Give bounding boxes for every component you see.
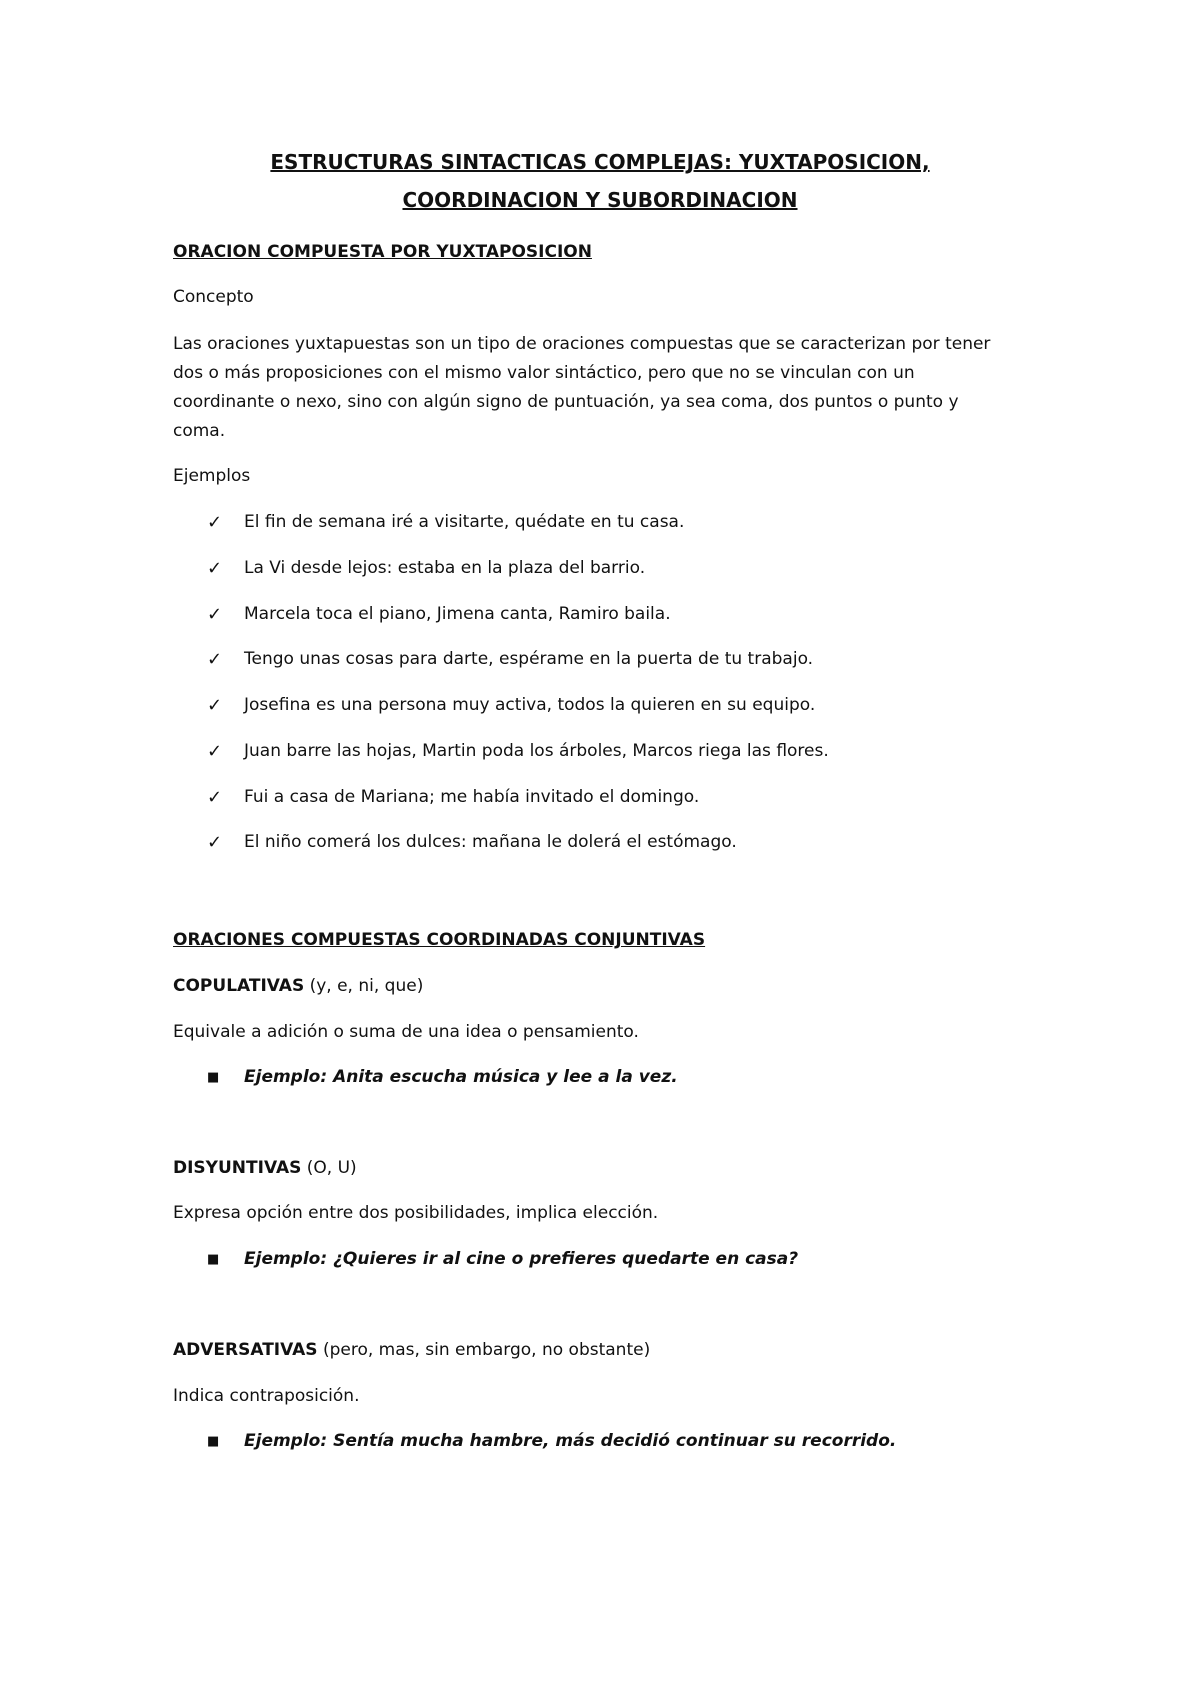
subsection-conjunctions: (pero, mas, sin embargo, no obstante) [317,1340,651,1360]
check-icon: ✓ [207,787,223,808]
subsection-label: COPULATIVAS [173,976,305,996]
concept-label: Concepto [173,287,254,307]
section-heading-coordinadas: ORACIONES COMPUESTAS COORDINADAS CONJUNTIVAS [173,930,706,950]
paragraph-line: Las oraciones yuxtapuestas son un tipo de oraciones compuestas que se caracterizan por tener [173,334,991,354]
list-item: Fui a casa de Mariana; me había invitado el domingo. [244,787,700,807]
paragraph-line: dos o más proposiciones con el mismo valor sintáctico, pero que no se vinculan con un [173,363,915,383]
subsection-description: Equivale a adición o suma de una idea o pensamiento. [173,1022,639,1042]
check-icon: ✓ [207,741,223,762]
subsection-label: DISYUNTIVAS [173,1158,302,1178]
subsection-label: ADVERSATIVAS [173,1340,318,1360]
list-item: El niño comerá los dulces: mañana le dolerá el estómago. [244,832,737,852]
bullet-icon: ■ [207,1070,220,1085]
subsection-conjunctions: (y, e, ni, que) [304,976,424,996]
subsection-description: Expresa opción entre dos posibilidades, implica elección. [173,1203,659,1223]
list-item: La Vi desde lejos: estaba en la plaza del barrio. [244,558,646,578]
subsection-conjunctions: (O, U) [301,1158,357,1178]
list-item: El fin de semana iré a visitarte, quédate en tu casa. [244,512,685,532]
list-item: Josefina es una persona muy activa, todos la quieren en su equipo. [244,695,816,715]
document-title-line-2: COORDINACION Y SUBORDINACION [402,188,798,212]
example-sentence: Ejemplo: ¿Quieres ir al cine o prefieres quedarte en casa? [244,1249,799,1269]
list-item: Juan barre las hojas, Martin poda los árboles, Marcos riega las flores. [244,741,829,761]
check-icon: ✓ [207,649,223,670]
subsection-disyuntivas [173,1154,357,1183]
section-heading-yuxtaposicion: ORACION COMPUESTA POR YUXTAPOSICION [173,242,592,262]
list-item: Marcela toca el piano, Jimena canta, Ramiro baila. [244,604,671,624]
check-icon: ✓ [207,604,223,625]
check-icon: ✓ [207,512,223,533]
example-sentence: Ejemplo: Sentía mucha hambre, más decidió continuar su recorrido. [244,1431,897,1451]
list-item: Tengo unas cosas para darte, espérame en la puerta de tu trabajo. [244,649,814,669]
check-icon: ✓ [207,558,223,579]
bullet-icon: ■ [207,1434,220,1449]
document-title-line-1: ESTRUCTURAS SINTACTICAS COMPLEJAS: YUXTAPOSICION, [270,150,930,174]
subsection-adversativas [173,1336,650,1365]
paragraph-line: coordinante o nexo, sino con algún signo de puntuación, ya sea coma, dos puntos o punto y [173,392,959,412]
examples-label: Ejemplos [173,466,251,486]
example-sentence: Ejemplo: Anita escucha música y lee a la vez. [244,1067,678,1087]
paragraph-line: coma. [173,421,226,441]
check-icon: ✓ [207,832,223,853]
bullet-icon: ■ [207,1252,220,1267]
subsection-description: Indica contraposición. [173,1386,360,1406]
check-icon: ✓ [207,695,223,716]
subsection-copulativas [173,972,423,1001]
